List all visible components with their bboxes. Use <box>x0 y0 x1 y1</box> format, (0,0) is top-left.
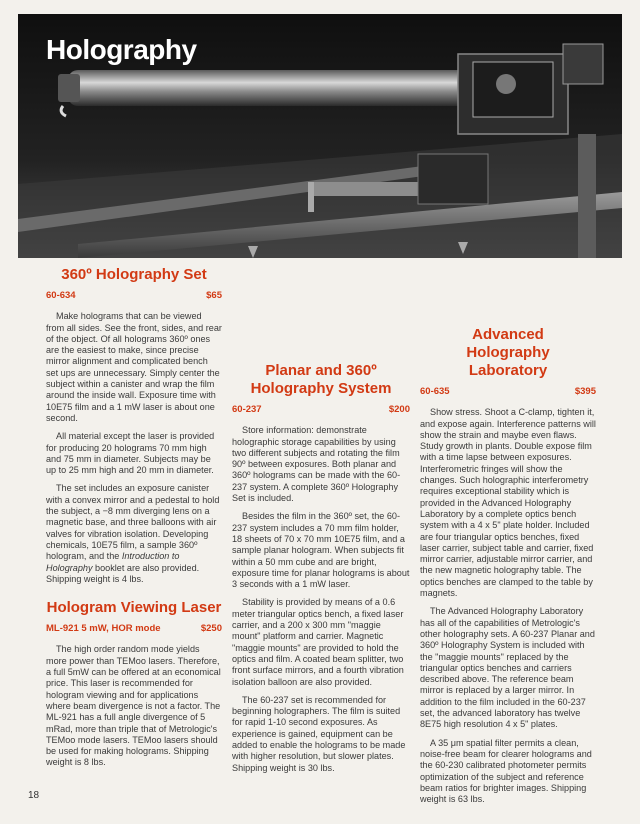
product-price: $250 <box>200 623 222 635</box>
paragraph: Make holograms that can be viewed from all sides. See the front, sides, and rear of the object. Of all holograms 360º ones are the easiest to make, since precise mirror alignment and complicated bench set ups are unnecessary. Simply center the subject within a canister and wrap the film around the inside wall. Exposure time with 10E75 film and a 1 mW laser is about one second. <box>46 311 222 423</box>
column-left <box>46 266 222 776</box>
paragraph: The 60-237 set is recommended for beginning holographers. The film is suited for rapid 1-10 second exposures. As experience is gained, equipment can be added to enable the holograms to be made with higher resolution, but slower plates. Shipping weight is 30 lbs. <box>232 694 406 773</box>
product-code: 60-634 <box>46 290 76 301</box>
paragraph: Store information: demonstrate holographic storage capabilities by using two different subjects and rotating the film 90º between exposures. Both planar and 360º holograms can be made with the 60-237 system. A complete 360º Holography Set is included. <box>232 425 401 504</box>
paragraph: A 35 μm spatial filter permits a clean, noise-free beam for clearer holograms and the 60-230 calibrated photometer permits optimization of the subject and reference beam ratios for brighter images. Shipping weight is 63 lbs. <box>420 737 592 805</box>
paragraph: Besides the film in the 360º set, the 60-237 system includes a 70 mm film holder, 18 sheets of 70 x 70 mm 10E75 film, and a sample planar hologram. When subjects fit within a 50 mm cube and are bright, exposure time for planar holograms is about 3 seconds with a 1 mW laser. <box>232 511 410 590</box>
product-code: 60-635 <box>420 386 450 397</box>
column-middle <box>232 362 410 781</box>
paragraph: All material except the laser is provided for producing 20 holograms 70 mm high and 75 mm in diameter. Subjects may be up to 25 mm high and 20 mm in diameter. <box>46 431 215 476</box>
paragraph: The Advanced Holography Laboratory has all of the capabilities of Metrologic's other holography sets. A 60-237 Planar and 360º Holography System is included with the "maggie mounts" replaced by the triangular optics benches and carriers described above. The reference beam mirror is replaced by a larger mirror. In addition to the film included in the 60-237 set, the advanced laboratory has twelve 8E75 high resolution 4 x 5" plates. <box>420 606 595 730</box>
product-row-60-635 <box>420 386 596 397</box>
product-price: $395 <box>574 386 596 397</box>
product-row-60-237 <box>232 404 410 415</box>
page-heading: Holography <box>46 34 197 65</box>
product-code: 60-237 <box>232 404 262 415</box>
column-right <box>420 326 596 812</box>
holography-equipment-photo <box>18 14 622 258</box>
paragraph: Stability is provided by means of a 0.6 meter triangular optics bench, a fixed laser carrier, and a 200 x 300 mm "maggie mount" platform and carrier. Magnetic "maggie mounts" are provided to hold the optics and film. A coated beam splitter, two front surface mirrors, and a fourth vibration isolation balloon are also provided. <box>232 597 404 687</box>
paragraph: Show stress. Shoot a C-clamp, tighten it, and expose again. Interference patterns will show the strain and maybe even flaws. Study growth in plants. Double expose film with a time lapse between exposures. Interferometric fringes will show the changes. Such holographic interferometry requires exceptional stability which is provided in the Advanced Holography Laboratory by a complete optics bench system with a 4 x 5" plate holder. Included are four triangular optics benches, fixed laser carrier, subject table and carrier, fixed mirror carrier, adjustable mirror carrier, and the new magnetic holography table. The optics benches are clamped to the table by magnets. <box>420 407 596 599</box>
product-row-60-634 <box>46 290 222 301</box>
product-price: $65 <box>206 290 222 301</box>
booklet-title: Introduction to Holography <box>46 551 180 573</box>
section-title-360-holography-set: 360º Holography Set <box>61 266 207 283</box>
section-title-hologram-viewing-laser: Hologram Viewing Laser <box>46 599 222 617</box>
page-number: 18 <box>28 790 40 801</box>
product-code: ML-921 5 mW, HOR mode <box>46 623 161 635</box>
product-price: $200 <box>388 404 410 415</box>
section-title-advanced-laboratory: Advanced Holography Laboratory <box>466 326 550 379</box>
product-row-ml-921 <box>46 623 222 634</box>
paragraph: The high order random mode yields more power than TEMoo lasers. Therefore, a full 5mW can be offered at an economical price. This laser is recommended for hologram viewing and for applications where beam divergence is not a factor. The ML-921 has a full angle divergence of 5 mRad, more than triple that of Metrologic's TEMoo mode lasers. TEMoo lasers should be used for making holograms. Shipping weight is 8 lbs. <box>46 644 221 768</box>
paragraph: The set includes an exposure canister with a convex mirror and a pedestal to hold the subject, a −8 mm diverging lens on a magnetic base, and three balloons with air valves for vibration isolation. Developing chemicals, 10E75 film, a sample 360º hologram, and the Introduction to Holography booklet are also provided. Shipping weight is 4 lbs. <box>46 483 220 584</box>
section-title-planar-360-system: Planar and 360º Holography System <box>250 362 392 397</box>
